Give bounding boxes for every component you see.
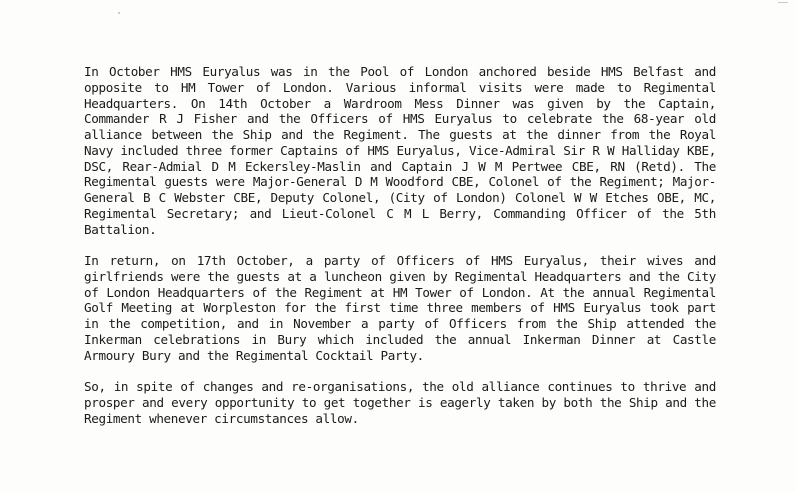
document-body <box>84 64 716 426</box>
paragraph-closing: So, in spite of changes and re-organisations, the old alliance continues to thrive and prosper and every opportunity to get together is eagerly taken by both the Ship and the Regiment whenever circumstances allow. <box>84 379 716 426</box>
scan-mark <box>778 2 788 7</box>
paragraph-return-visit: In return, on 17th October, a party of Officers of HMS Euryalus, their wives and girlfriends were the guests at a luncheon given by Regimental Headquarters and the City of London Headquarters of the Regiment at HM Tower of London. At the annual Regimental Golf Meeting at Worpleston for the first time three members of HMS Euryalus took part in the competition, and in November a party of Officers from the Ship attended the Inkerman celebrations in Bury which included the annual Inkerman Dinner at Castle Armoury Bury and the Regimental Cocktail Party. <box>84 253 716 363</box>
scan-speck <box>118 12 120 14</box>
paragraph-hms-euryalus-visit: In October HMS Euryalus was in the Pool of London anchored beside HMS Belfast and opposite to HM Tower of London. Various informal visits were made to Regimental Headquarters. On 14th October a Wardroom Mess Dinner was given by the Captain, Commander R J Fisher and the Officers of HMS Euryalus to celebrate the 68-year old alliance between the Ship and the Regiment. The guests at the dinner from the Royal Navy included three former Captains of HMS Euryalus, Vice-Admiral Sir R W Halliday KBE, DSC, Rear-Admial D M Eckersley-Maslin and Captain J W M Pertwee CBE, RN (Retd). The Regimental guests were Major-General D M Woodford CBE, Colonel of the Regiment; Major-General B C Webster CBE, Deputy Colonel, (City of London) Colonel W W Etches OBE, MC, Regimental Secretary; and Lieut-Colonel C M L Berry, Commanding Officer of the 5th Battalion. <box>84 64 716 237</box>
